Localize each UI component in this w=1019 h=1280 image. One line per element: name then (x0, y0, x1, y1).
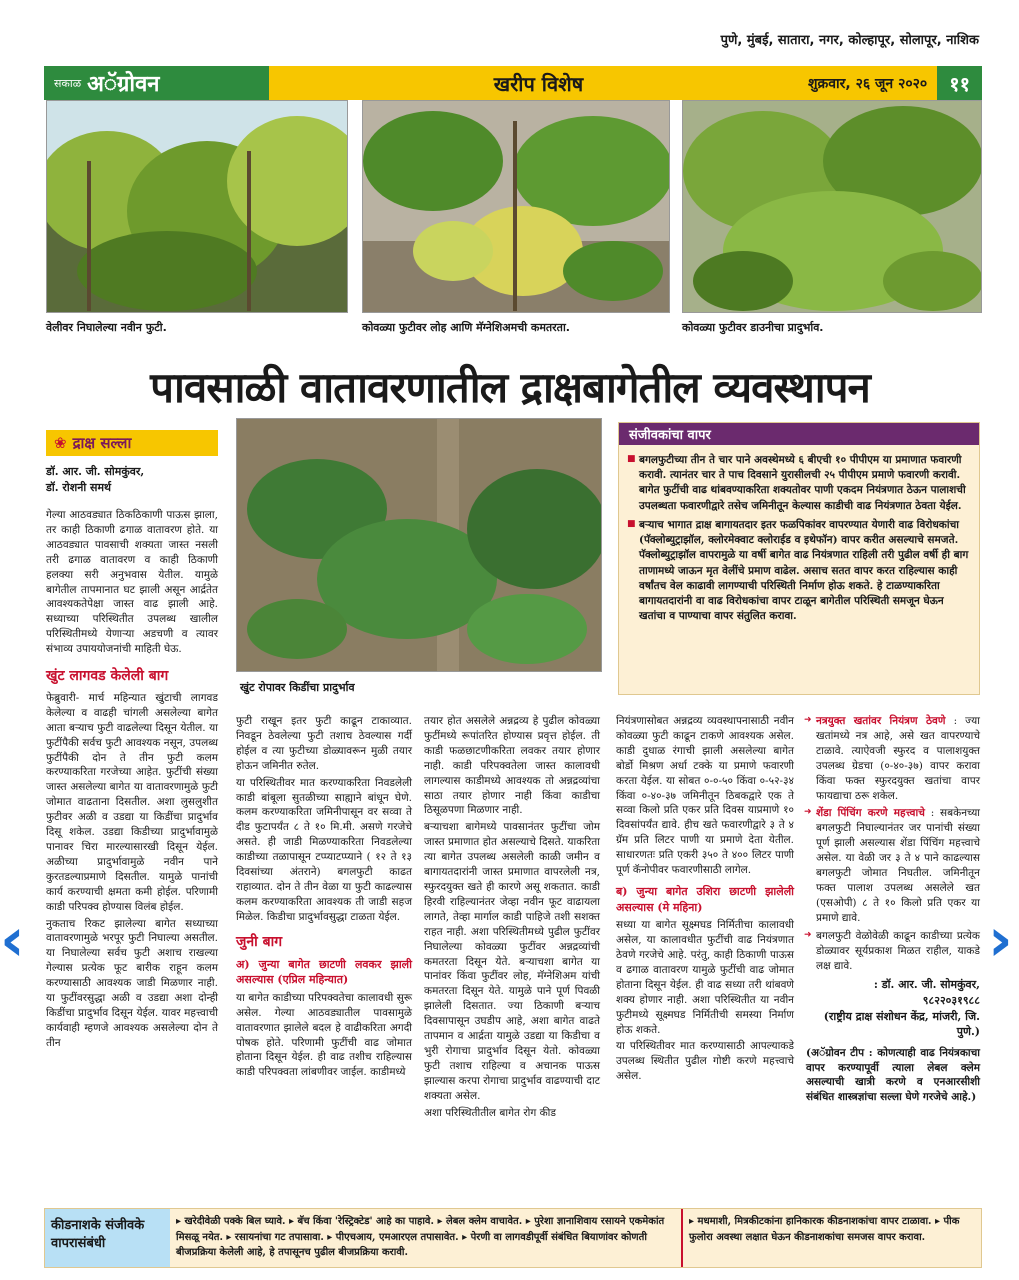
col3-paragraph-3: अशा परिस्थितीतील बागेत रोग कीड (424, 1106, 556, 1119)
graft-paragraph-1: फेब्रुवारी- मार्च महिन्यात खुंटाची लागवड केलेल्या व वाढही चांगली असलेल्या बागेत आता बऱ्याच फुटी वाढलेल्या दिसून येतील. या फुटींपैकी सर्वच फुटी आवश्यक नसून, उपलब्ध फुटींपैकी दोन ते तीन फुटी कलम करण्याकरिता गरजेच्या आहेत. फुटींची संख्या जास्त असलेल्या बागेत या वातावरणामुळे फुटी जोमात वाढताना दिसतील. अशा लुसलुशीत फुटीवर अळी व उडद्या या किडींचा प्रादुर्भाव दिसू शकेल. उडद्या किडीच्या प्रादुर्भावामुळे पानावर चिरा मारल्यासारखी दिसून येईल. अळीच्या प्रादुर्भावामुळे नवीन पाने कुरतडल्याप्रमाणे दिसतील. यामुळे पानांची कार्य करण्याची क्षमता कमी होईल. परिणामी काडी परिपक्व होण्यास विलंब होईल. (46, 691, 218, 913)
agrowon-tip: (अॅग्रोवन टीप : कोणत्याही वाढ नियंत्रकाचा वापर करण्यापूर्वी त्याला लेबल क्लेम असल्याची खात्री करणे व एनआरसीशी संबंधित शास्त्रज्ञांचा सल्ला घेणे गरजेचे आहे.) (806, 1046, 980, 1103)
caption-4: खुंट रोपावर किडींचा प्रादुर्भाव (240, 681, 355, 694)
author-1: डॉ. आर. जी. सोमकुंवर, (46, 465, 145, 478)
box-item: ■ बऱ्याच भागात द्राक्ष बागायतदार इतर फळपिकांवर वापरण्यात येणारी वाढ विरोधकांचा (पॅक्लोब्युट्राझॉल, क्लोरमेक्वाट क्लोराईड व इथेफॉन) वापर करीत असल्याचे समजते. पॅक्लोब्युट्राझॉल वापरामुळे या वर्षी बागेत वाढ नियंत्रणात राहिली तरी पुढील वर्षी ही बाग ताणामध्ये जाऊन मृत वेलींचे प्रमाण वाढेल. असाच सतत वापर करत राहिल्यास काही वर्षांतच वेल काढावी लागण्याची परिस्थिती निर्माण होऊ शकते. हे टाळण्याकरिता बागायतदारांनी वा वाढ विरोधकांचा वापर टाळून बागेतील परिस्थिती समजून घेऊन खतांचा व पाण्याचा वापर संतुलित करावा. (627, 518, 971, 625)
box-list (619, 445, 979, 624)
issue-date: शुक्रवार, २६ जून २०२० (808, 75, 928, 92)
caption-3: कोवळ्या फुटीवर डाउनीचा प्रादुर्भाव. (682, 321, 824, 334)
photo-nutrient-deficiency (362, 100, 670, 313)
col4-paragraph-3: या परिस्थितीवर मात करण्यासाठी आपल्याकडे उपलब्ध स्थितीत पुढील गोष्टी करणे महत्त्वाचे असेल. (616, 1040, 794, 1083)
city-list: पुणे, मुंबई, सातारा, नगर, कोल्हापूर, सोलापूर, नाशिक (720, 33, 979, 48)
grape-icon: ❀ (54, 434, 67, 452)
box-item: ■ बगलफुटीच्या तीन ते चार पाने अवस्थेमध्ये ६ बीएची १० पीपीएम या प्रमाणात फवारणी करावी. त्यानंतर चार ते पाच दिवसाने युरासीलची २५ पीपीएम प्रमाणे फवारणी करावी. बागेत फुटींची वाढ थांबवण्याकरिता शक्यतोवर पाणी एकदम नियंत्रणात ठेऊन पालाशची उपलब्धता फवारणीद्वारे तसेच जमिनीतून केल्यास काडीची वाढ नियंत्रणात ठेवता येईल. (627, 453, 971, 514)
col3-paragraph-2: बऱ्याचशा बागेमध्ये पावसानंतर फुटींचा जोम जास्त प्रमाणात होत असल्याचे दिसते. याकरिता त्या बागेत उपलब्ध असलेली काळी जमीन व बागायतदारांनी जास्त प्रमाणात वापरलेली नत्र, स्फुरदयुक्त खते ही कारणे असू शकतात. काडी हिरवी राहिल्यानंतर जेव्हा नवीन फूट वाढायला लागते, तेव्हा मार्गाल काडी पाहिजे तशी सशक्त राहत नाही. अशा परिस्थितीमध्ये पुढील फुटींवर निघालेल्या कोवळ्या फुटींवर अन्नद्रव्यांची कमतरता दिसून येते. बऱ्याचशा बागेत या पानांवर किंवा फुटींवर लोह, मॅग्नेशिअम यांची कमतरता दिसून येते. यामुळे पाने पूर्ण पिवळी झालेली दिसतात. ज्या ठिकाणी बऱ्याच दिवसापासून उघडीप आहे, अशा बागेत वाढते तापमान व आर्द्रता यामुळे उडद्या या किडीचा व भुरी रोगाचा प्रादुर्भाव दिसून येतो. कोवळ्या फुटी तशाच राहिल्या व अचानक पाऊस झाल्यास करपा रोगाचा प्रादुर्भाव वाढण्याची दाट शक्यता असेल. (424, 821, 600, 1102)
next-page-arrow-icon[interactable]: › (988, 905, 1013, 975)
tip-nitrogen-title: नत्रयुक्त खतांवर नियंत्रण ठेवणे (816, 715, 946, 727)
section-title: खरीप विशेष (493, 71, 584, 96)
prev-page-arrow-icon[interactable]: ‹ (0, 905, 25, 975)
footer-title: कीडनाशके संजीवके वापरासंबंधी (45, 1209, 170, 1267)
col2-paragraph-3: या बागेत काडीच्या परिपक्वतेचा कालावधी सुरू असेल. गेल्या आठवड्यातील पावसामुळे वातावरणात झालेले बदल हे वाढीकरिता अगदी पोषक होते. परिणामी फुटींची वाढ जोमात होताना दिसून येईल. ही वाढ तशीच राहिल्यास काडी परिपक्वता लांबणीवर जाईल. काडीमध्ये (236, 991, 412, 1079)
tip-pinching-title: शेंडा पिंचिंग करणे महत्त्वाचे (816, 807, 925, 820)
pesticide-footer (44, 1208, 982, 1268)
column-5 (806, 714, 980, 1107)
footer-points: ▸ खरेदीवेळी पक्के बिल घ्यावे. ▸ बॅच किंवा 'रेस्ट्रिक्टेड' आहे का पाहावे. ▸ लेबल क्लेम वाचावेत. ▸ पुरेशा ज्ञानाशिवाय रसायने एकमेकांत मिसळू नयेत. ▸ रसायनांचा गट तपासावा. ▸ पीएचआय, एमआरएल तपासावेत. ▸ पेरणी वा लागवडीपूर्वी संबंधित बियाणांवर कोणती बीजप्रक्रिया केलेली आहे, हे तपासूनच पुढील बीजप्रक्रिया करावी. (176, 1216, 665, 1258)
brand-small: सकाळ (54, 76, 82, 90)
author-2: डॉ. रोशनी समर्थ (46, 480, 112, 494)
brand-name: अॅग्रोवन (87, 72, 160, 97)
growth-regulator-box (618, 422, 980, 695)
col3-paragraph-1: तयार होत असलेले अन्नद्रव्य हे पुढील कोवळ्या फुटींमध्ये रूपांतरित होण्यास प्रवृत्त होईल. ती काडी फळछाटणीकरिता लवकर तयार होणार नाही. काडी परिपक्वतेला जास्त कालावधी लागल्यास काडीमध्ये आवश्यक तो अन्नद्रव्यांचा साठा तयार होणार नाही किंवा काडीचा ठिसूळपणा मिळणार नाही. (424, 715, 600, 817)
graft-paragraph-2: नुकताच रिकट झालेल्या बागेत सध्याच्या वातावरणामुळे भरपूर फुटी निघाल्या असतील. या निघालेल्या सर्वच फुटी अशाच राखल्या गेल्यास प्रत्येक फूट बारीक राहून कलम करण्यासाठी आवश्यक जाडी मिळणार नाही. या फुटींवरसुद्धा अळी व उडद्या अशा दोन्ही किडींचा प्रादुर्भाव दिसून येईल. यावर महत्त्वाची कार्यवाही म्हणजे आवश्यक असलेल्या दोन ते तीन (46, 917, 218, 1049)
page-number: ११ (937, 66, 982, 100)
photo-downy-mildew (682, 100, 982, 313)
col4-paragraph-2: सध्या या बागेत सूक्ष्मघड निर्मितीचा कालावधी असेल, या कालावधीत फुटींची वाढ नियंत्रणात ठेवणे गरजेचे आहे. परंतु, काही ठिकाणी पाऊस व ढगाळ वातावरण यामुळे फुटींची वाढ जोमात होताना दिसून येईल. ही वाढ सध्या तरी थांबवणे शक्य होणार नाही. अशा परिस्थितीत या नवीन फुटीमध्ये सूक्ष्मघड निर्मितीची समस्या निर्माण होऊ शकते. (616, 919, 794, 1036)
column-1 (46, 508, 218, 1053)
headline: पावसाळी वातावरणातील द्राक्षबागेतील व्यवस्थापन (150, 363, 870, 412)
intro-paragraph: गेल्या आठवड्यात ठिकठिकाणी पाऊस झाला, तर काही ठिकाणी ढगाळ वातावरण होते. या आठवड्यात पावसाची शक्यता जास्त नसली तरी ढगाळ वातावरण व काही ठिकाणी हलक्या सरी अनुभवास येतील. यामुळे बागेतील तापमानात घट झाली असून आर्द्रतेत आवश्यकतेपेक्षा जास्त वाढ झाली आहे. सध्याच्या परिस्थितीत उपलब्ध खालील परिस्थितीमध्ये येणाऱ्या अडचणी व त्यावर संभाव्य उपाययोजनांची माहिती घेऊ. (46, 509, 218, 656)
tip-pinching (806, 806, 980, 925)
photo-rootstock-pests (236, 418, 602, 672)
col2-paragraph-1: फुटी राखून इतर फुटी काढून टाकाव्यात. निवडून ठेवलेल्या फुटी तशाच ठेवल्यास गर्दी होईल व त्या फुटीच्या डोळ्यावरून मुळी तयार होऊन जमिनीत रुतेल. (236, 715, 412, 772)
signature-phone: ९८२२०३१९८८ (922, 994, 980, 1008)
masthead (44, 66, 982, 100)
column-3 (424, 714, 600, 1122)
section-heading-graft: खुंट लागवड केलेली बाग (46, 668, 169, 685)
subheading-early: अ) जुन्या बागेत छाटणी लवकर झाली असल्यास (एप्रिल महिन्यात) (236, 957, 412, 987)
caption-1: वेलीवर निघालेल्या नवीन फुटी. (46, 321, 167, 334)
photo-new-shoots (46, 100, 348, 313)
caption-2: कोवळ्या फुटीवर लोह आणि मॅग्नेशिअमची कमतरता. (362, 321, 570, 334)
box-title: संजीवकांचा वापर (619, 423, 979, 445)
subheading-late: ब) जुन्या बागेत उशिरा छाटणी झालेली असल्यास (मे महिना) (616, 884, 794, 914)
column-2 (236, 714, 412, 1082)
signature (806, 977, 980, 1039)
brand-logo (44, 66, 269, 100)
tip-sunlight: ➜ बगलफुटी वेळोवेळी काढून काडीच्या प्रत्येक डोळ्यावर सूर्यप्रकाश मिळत राहील, याकडे लक्ष द्यावे. (806, 929, 980, 974)
col4-paragraph-1: नियंत्रणासोबत अन्नद्रव्य व्यवस्थापनासाठी नवीन कोवळ्या फुटी काढून टाकणे आवश्यक असेल. काडी दुधाळ रंगाची झाली असलेल्या बागेत बोर्डो मिश्रण अर्धा टक्के या प्रमाणे फवारणी करता येईल. या सोबत ०-०-५० किंवा ०-५२-३४ किंवा ०-४०-३७ जमिनीतून ठिबकद्वारे एक ते सव्वा किलो प्रति एकर प्रति दिवस याप्रमाणे १० दिवसांपर्यंत द्यावे. हीच खते फवारणीद्वारे ३ ते ४ ग्रॅम प्रति लिटर पाणी या प्रमाणे देता येतील. साधारणतः प्रति एकरी ३५० ते ४०० लिटर पाणी पूर्ण कॅनोपीवर फवारणीसाठी लागेल. (616, 715, 794, 877)
author-block (46, 464, 218, 495)
signature-org: (राष्ट्रीय द्राक्ष संशोधन केंद्र, मांजरी, जि. पुणे.) (823, 1009, 980, 1039)
footer-points-right: ▸ मधमाशी, मित्रकीटकांना हानिकारक कीडनाशकांचा वापर टाळावा. ▸ पीक फुलोरा अवस्था लक्षात घेऊन कीडनाशकांचा समजस वापर करावा. (681, 1209, 981, 1267)
signature-name: : डॉ. आर. जी. सोमकुंवर, (873, 978, 980, 992)
tip-pinching-text: : सबकेनच्या बगलफुटी निघाल्यानंतर जर पानांची संख्या पूर्ण झाली असल्यास शेंडा पिंचिंग महत्त्वाचे असेल. या वेळी जर ३ ते ४ पाने काढल्यास बगलफुटी जोमात निघतील. जमिनीतून फक्त पालाश उपलब्ध असलेले खत (एसओपी) ८ ते १० किलो प्रति एकर या प्रमाणे द्यावे. (816, 807, 981, 924)
column-4 (616, 714, 794, 1086)
col2-paragraph-2: या परिस्थितीवर मात करण्याकरिता निवडलेली काडी बांबूला सुतळीच्या साह्याने बांधून घेणे. कलम करण्याकरिता जमिनीपासून वर सव्वा ते दीड फुटापर्यंत ८ ते १० मि.मी. असणे गरजेचे असते. ही जाडी मिळण्याकरिता निवडलेल्या काडीच्या तळापासून टप्प्याटप्प्याने ( १२ ते १३ दिवसांच्या अंतराने) बगलफुटी काढत राहाव्यात. दोन ते तीन वेळा या फुटी काढल्यास कलम करण्याकरिता आवश्यक ती जाडी सहज मिळेल. किडीचा प्रादुर्भावसुद्धा टाळता येईल. (236, 776, 412, 923)
section-tag (46, 430, 218, 456)
tip-nitrogen-text: : ज्या खतांमध्ये नत्र आहे, असे खत वापरण्याचे टाळावे. त्याऐवजी स्फुरद व पालाशयुक्त उपलब्ध ग्रेडचा (०-४०-३७) वापर करावा किंवा फक्त स्फुरदयुक्त खतांचा वापर फायद्याचा ठरू शकेल. (816, 715, 980, 802)
section-heading-old: जुनी बाग (236, 933, 283, 950)
tip-nitrogen (806, 714, 980, 803)
section-tag-label: द्राक्ष सल्ला (72, 434, 132, 452)
